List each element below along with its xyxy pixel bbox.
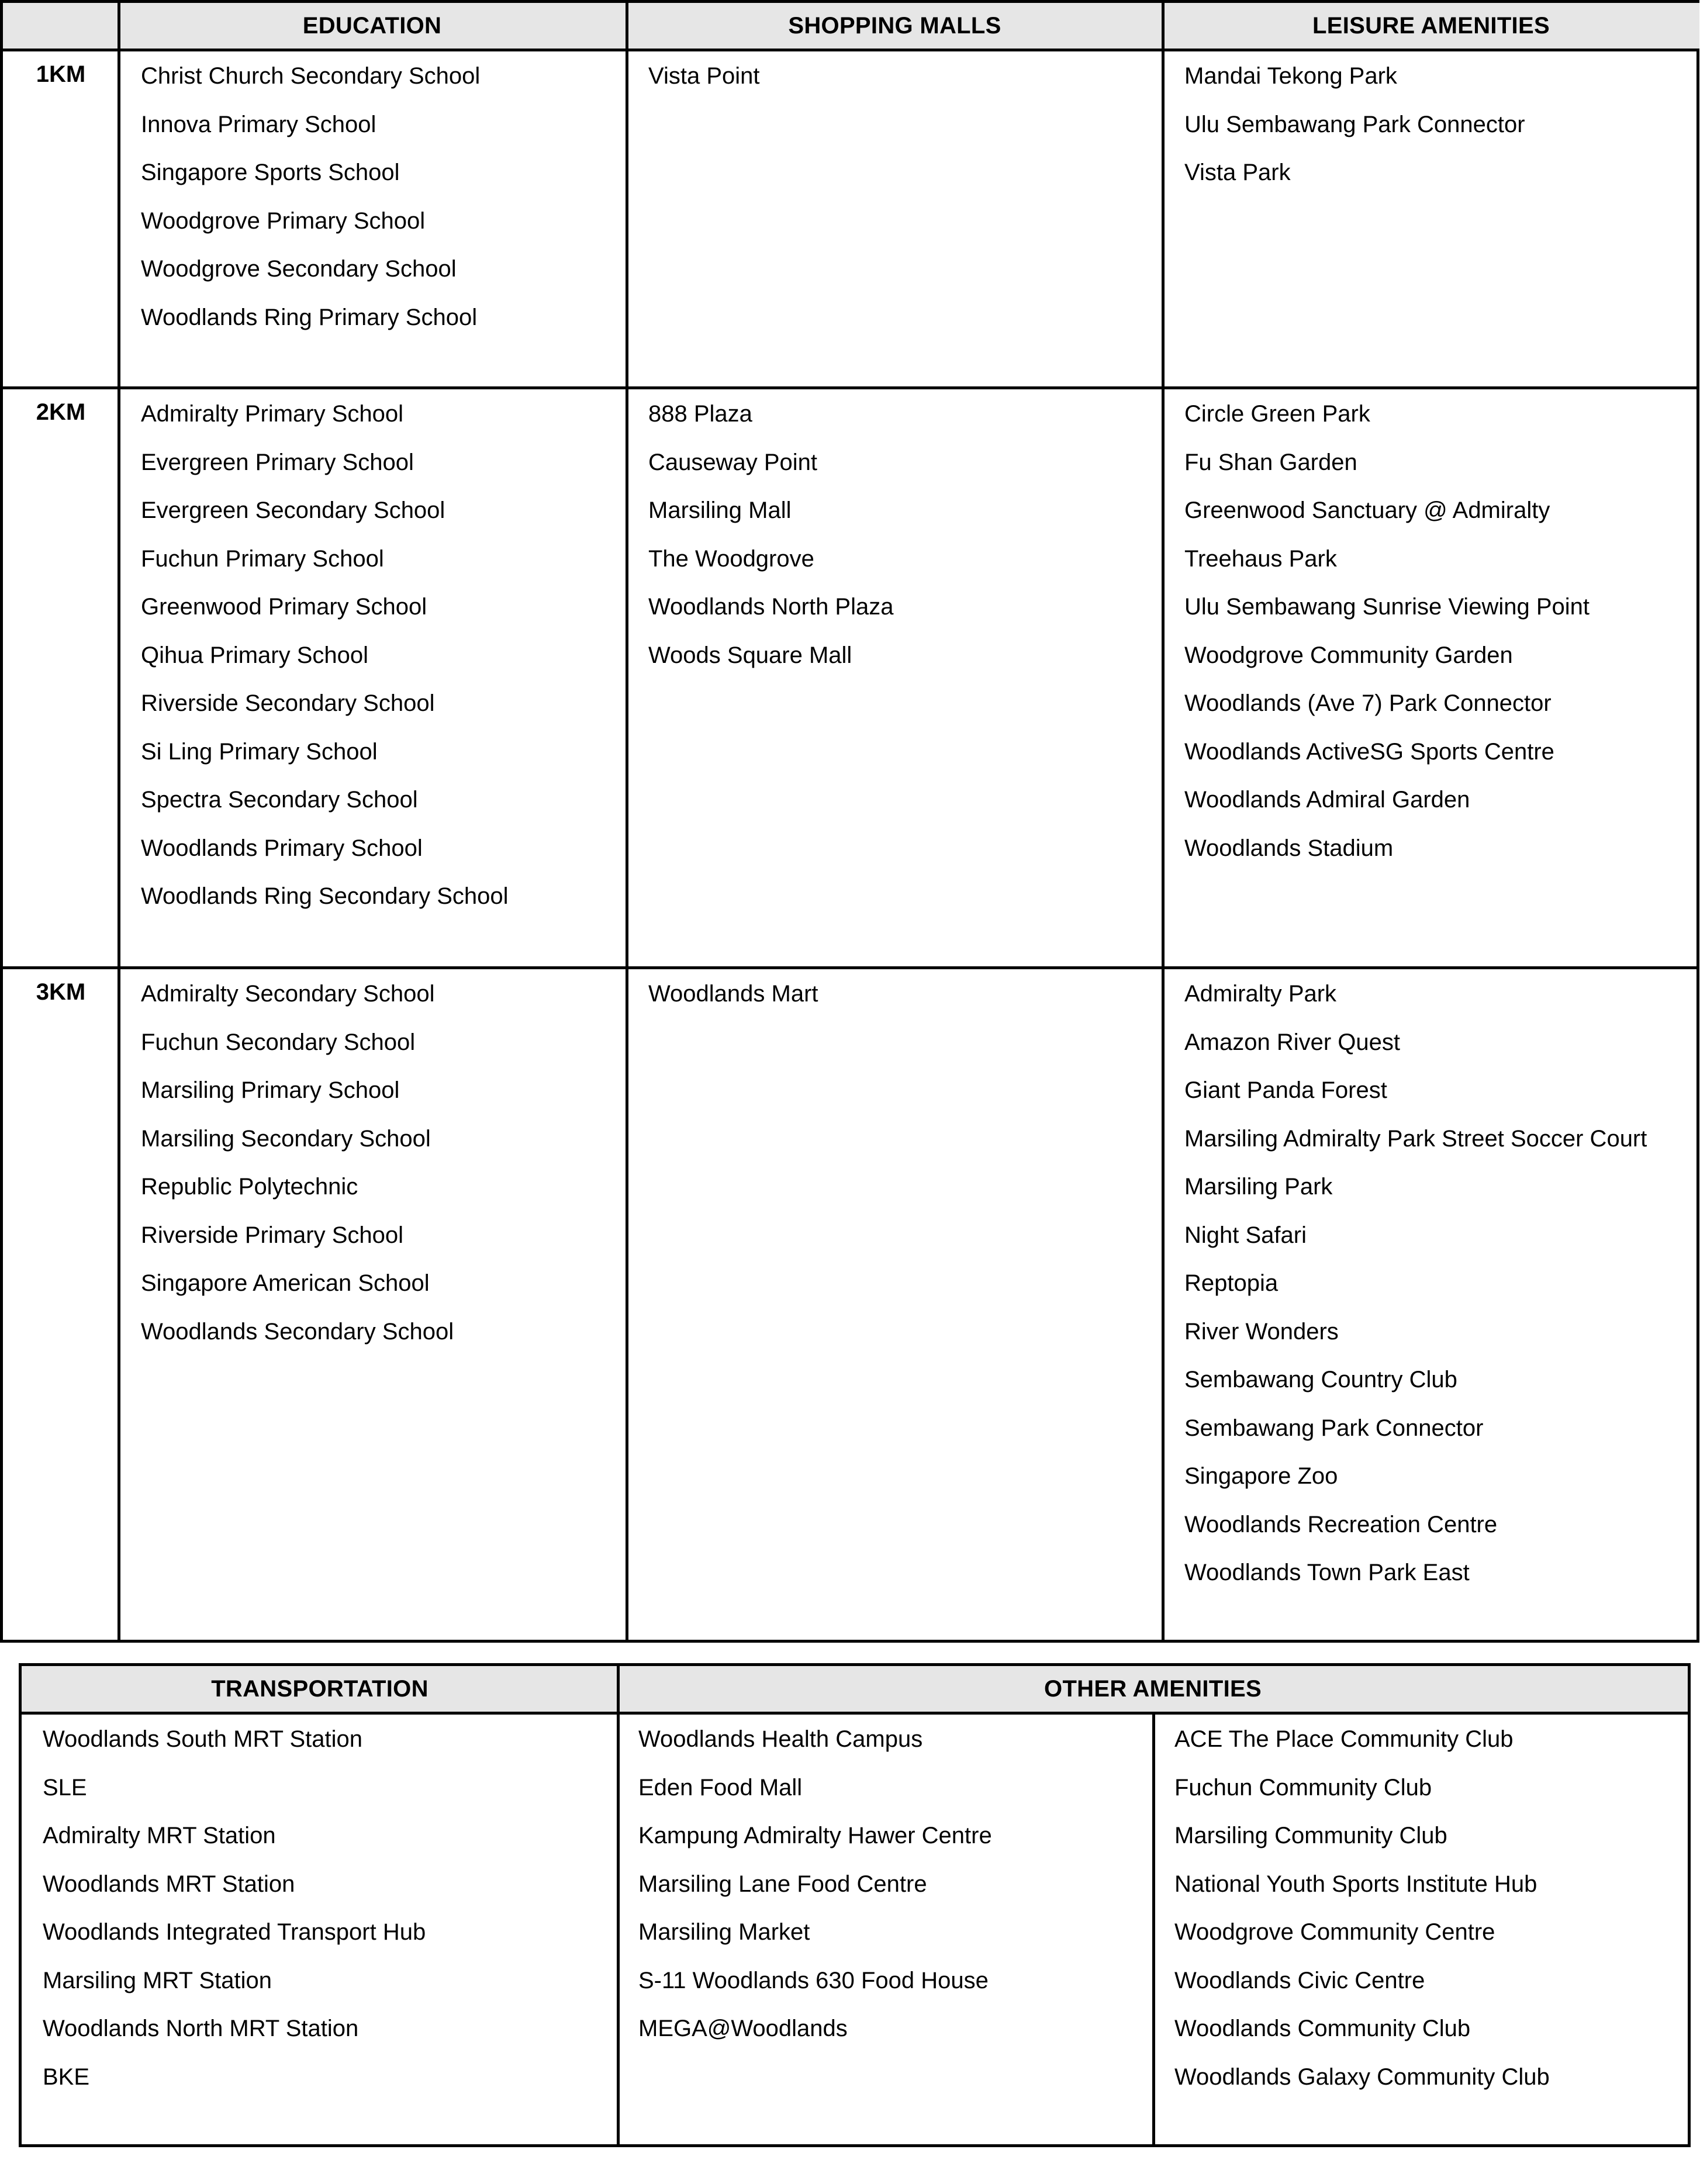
list-item: Circle Green Park (1184, 401, 1370, 427)
list-item: Causeway Point (648, 449, 818, 475)
list-item: Woodlands Admiral Garden (1184, 787, 1470, 813)
distance-label-2km: 2KM (36, 399, 86, 425)
shopping-list-1km (648, 61, 760, 110)
list-item: Woodlands Mart (648, 981, 818, 1007)
list-item: Woodlands Recreation Centre (1184, 1511, 1498, 1537)
list-item: Woodlands Secondary School (141, 1318, 454, 1345)
list-item: Admiralty MRT Station (43, 1823, 276, 1848)
list-item: Mandai Tekong Park (1184, 63, 1397, 89)
list-item: Fuchun Primary School (141, 545, 384, 572)
list-item: Marsiling Market (638, 1919, 810, 1945)
list-item: Marsiling Community Club (1174, 1823, 1447, 1848)
list-item: SLE (43, 1774, 87, 1801)
column-divider (626, 3, 628, 1640)
list-item: Woodlands MRT Station (43, 1871, 295, 1897)
list-item: ACE The Place Community Club (1174, 1726, 1514, 1752)
list-item: Woodlands North Plaza (648, 594, 894, 620)
list-item: Sembawang Park Connector (1184, 1415, 1484, 1441)
list-item: Spectra Secondary School (141, 787, 418, 813)
list-item: Christ Church Secondary School (141, 63, 481, 89)
row-divider (3, 966, 1696, 969)
list-item: Vista Park (1184, 160, 1291, 185)
header-transportation: TRANSPORTATION (22, 1666, 618, 1715)
other-amenities-list-1 (638, 1725, 992, 2062)
list-item: BKE (43, 2064, 90, 2090)
leisure-list-3km (1184, 979, 1647, 1606)
list-item: Woodlands ActiveSG Sports Centre (1184, 738, 1554, 765)
distance-label-1km: 1KM (36, 61, 86, 87)
list-item: Marsiling MRT Station (43, 1967, 272, 1993)
list-item: Woodlands Stadium (1184, 835, 1394, 861)
shopping-list-2km (648, 399, 894, 689)
list-item: Woodlands Community Club (1174, 2016, 1471, 2041)
list-item: Singapore Zoo (1184, 1463, 1338, 1489)
list-item: Greenwood Sanctuary @ Admiralty (1184, 497, 1550, 523)
list-item: Woodgrove Community Centre (1174, 1919, 1495, 1945)
list-item: Woodlands Health Campus (638, 1726, 923, 1752)
list-item: Admiralty Park (1184, 981, 1337, 1007)
list-item: MEGA@Woodlands (638, 2016, 848, 2041)
row-divider (3, 386, 1696, 389)
leisure-list-2km (1184, 399, 1590, 882)
list-item: Qihua Primary School (141, 642, 369, 668)
list-item: Evergreen Secondary School (141, 497, 445, 523)
list-item: Woodgrove Primary School (141, 208, 426, 234)
list-item: Greenwood Primary School (141, 594, 427, 620)
list-item: Marsiling Secondary School (141, 1125, 431, 1152)
header-education: EDUCATION (118, 3, 627, 51)
column-divider (1152, 1715, 1155, 2144)
education-list-1km (141, 61, 480, 351)
header-shopping-malls: SHOPPING MALLS (627, 3, 1163, 51)
list-item: Marsiling Park (1184, 1174, 1333, 1200)
list-item: Woodlands (Ave 7) Park Connector (1184, 690, 1552, 716)
list-item: S-11 Woodlands 630 Food House (638, 1967, 989, 1993)
list-item: Woodlands Primary School (141, 835, 423, 861)
shopping-list-3km (648, 979, 818, 1028)
list-item: Ulu Sembawang Sunrise Viewing Point (1184, 594, 1590, 620)
list-item: Eden Food Mall (638, 1774, 803, 1801)
list-item: Woodlands Integrated Transport Hub (43, 1919, 426, 1945)
column-divider (118, 3, 120, 1640)
list-item: Fuchun Secondary School (141, 1029, 416, 1055)
list-item: Evergreen Primary School (141, 449, 414, 475)
list-item: 888 Plaza (648, 401, 752, 427)
column-divider (617, 1666, 620, 2144)
list-item: National Youth Sports Institute Hub (1174, 1871, 1537, 1897)
list-item: Woodlands Galaxy Community Club (1174, 2064, 1550, 2090)
header-leisure-amenities: LEISURE AMENITIES (1163, 3, 1699, 51)
list-item: Republic Polytechnic (141, 1174, 358, 1200)
list-item: Marsiling Primary School (141, 1077, 400, 1103)
list-item: Fuchun Community Club (1174, 1774, 1432, 1801)
list-item: Vista Point (648, 63, 760, 89)
list-item: Woodlands Ring Secondary School (141, 883, 509, 909)
list-item: Woodlands South MRT Station (43, 1726, 362, 1752)
list-item: Admiralty Secondary School (141, 981, 435, 1007)
column-divider (1162, 3, 1165, 1640)
education-list-3km (141, 979, 454, 1365)
list-item: Singapore American School (141, 1270, 430, 1296)
transportation-list (43, 1725, 426, 2110)
list-item: Admiralty Primary School (141, 401, 404, 427)
list-item: Sembawang Country Club (1184, 1367, 1457, 1392)
list-item: Riverside Primary School (141, 1222, 404, 1248)
list-item: Marsiling Mall (648, 497, 792, 523)
list-item: Marsiling Admiralty Park Street Soccer Court (1184, 1125, 1647, 1152)
list-item: Giant Panda Forest (1184, 1077, 1387, 1103)
transport-and-other-amenities-table (19, 1663, 1691, 2147)
list-item: Si Ling Primary School (141, 738, 378, 765)
list-item: Marsiling Lane Food Centre (638, 1871, 927, 1897)
list-item: Woodlands Ring Primary School (141, 304, 478, 330)
distance-label-3km: 3KM (36, 979, 86, 1005)
list-item: Riverside Secondary School (141, 690, 435, 716)
list-item: Kampung Admiralty Hawer Centre (638, 1823, 992, 1848)
list-item: Treehaus Park (1184, 545, 1337, 572)
list-item: Woods Square Mall (648, 642, 852, 668)
list-item: Woodlands Town Park East (1184, 1560, 1470, 1585)
list-item: Woodlands North MRT Station (43, 2016, 359, 2041)
header-other-amenities: OTHER AMENITIES (618, 1666, 1688, 1715)
list-item: Night Safari (1184, 1222, 1307, 1248)
leisure-list-1km (1184, 61, 1525, 206)
education-list-2km (141, 399, 509, 930)
list-item: Fu Shan Garden (1184, 449, 1357, 475)
list-item: Woodgrove Community Garden (1184, 642, 1513, 668)
list-item: Ulu Sembawang Park Connector (1184, 111, 1525, 137)
header-blank-cell (3, 3, 118, 51)
list-item: Woodgrove Secondary School (141, 256, 457, 282)
list-item: River Wonders (1184, 1318, 1339, 1345)
list-item: The Woodgrove (648, 545, 814, 572)
list-item: Amazon River Quest (1184, 1029, 1401, 1055)
list-item: Singapore Sports School (141, 160, 400, 185)
list-item: Woodlands Civic Centre (1174, 1967, 1425, 1993)
list-item: Reptopia (1184, 1270, 1279, 1296)
list-item: Innova Primary School (141, 111, 376, 137)
other-amenities-list-2 (1174, 1725, 1550, 2110)
